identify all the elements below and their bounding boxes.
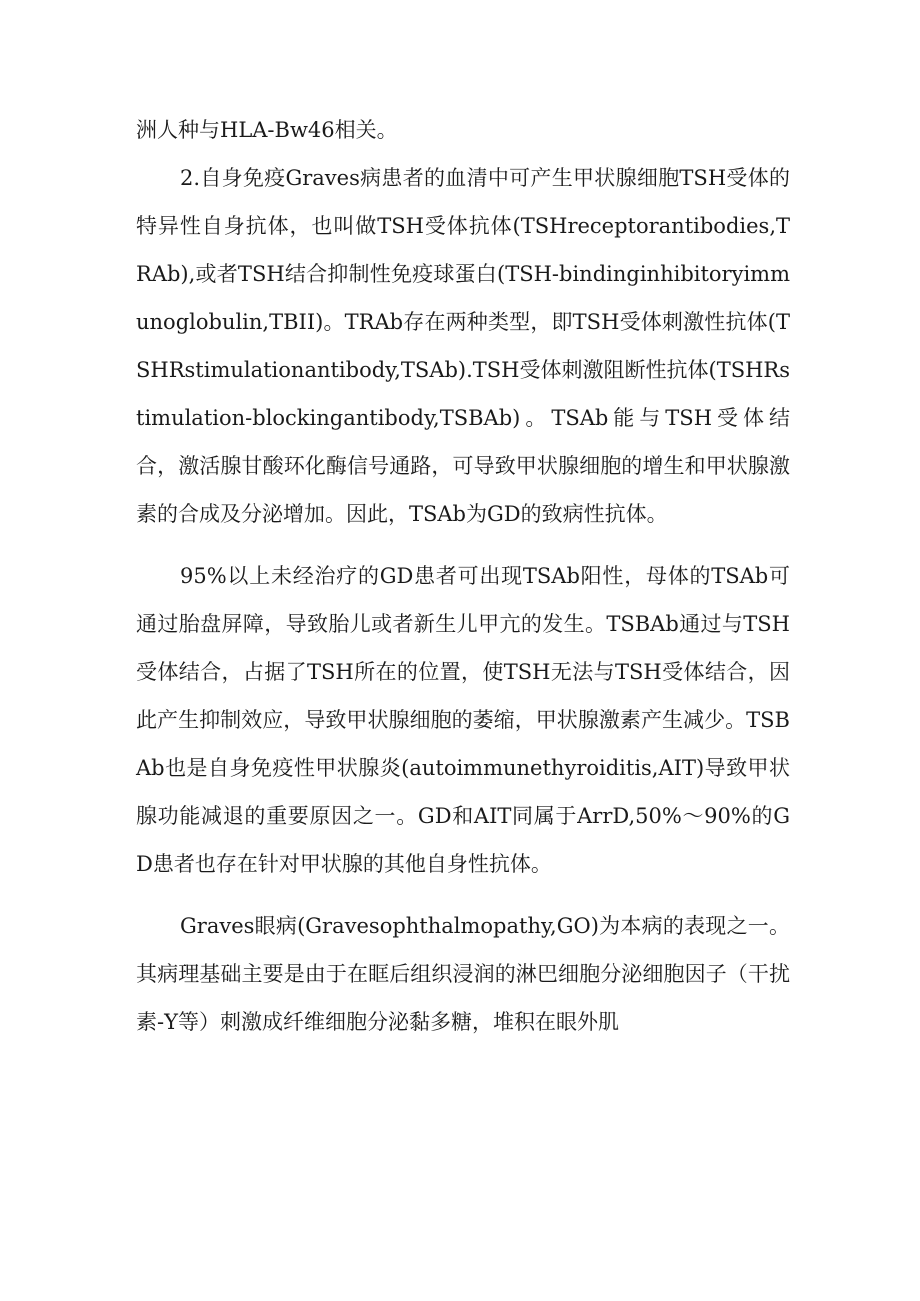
paragraph-continuation: 洲人种与HLA-Bw46相关。 bbox=[136, 118, 398, 142]
paragraph-gap bbox=[136, 538, 790, 552]
paragraph-graves-ophthalmopathy: Graves眼病(Gravesophthalmopathy,GO)为本病的表现之一。其病理基础主要是由于在眶后组织浸润的淋巴细胞分泌细胞因子（干扰素-Y等）刺激成纤维细胞分泌黏多糖，堆积在眼外肌 bbox=[136, 914, 790, 1034]
document-page bbox=[136, 106, 790, 1046]
paragraph-tsab-prevalence: 95%以上未经治疗的GD患者可出现TSAb阳性，母体的TSAb可通过胎盘屏障，导致胎儿或者新生儿甲亢的发生。TSBAb通过与TSH受体结合，占据了TSH所在的位置，使TSH无法与TSH受体结合，因此产生抑制效应，导致甲状腺细胞的萎缩，甲状腺激素产生减少。TSBAb也是自身免疫性甲状腺炎(autoimmunethyroiditis,AIT)导致甲状腺功能减退的重要原因之一。GD和AIT同属于ArrD,50%～90%的GD患者也存在针对甲状腺的其他自身性抗体。 bbox=[136, 564, 790, 876]
paragraph-autoimmune: 2.自身免疫Graves病患者的血清中可产生甲状腺细胞TSH受体的特异性自身抗体，也叫做TSH受体抗体(TSHreceptorantibodies,TRAb),或者TSH结合抑制性免疫球蛋白(TSH-bindinginhibitoryimmunoglobulin,TBII)。TRAb存在两种类型，即TSH受体刺激性抗体(TSHRstimulationantibody,TSAb).TSH受体刺激阻断性抗体(TSHRstimulation-blockingantibody,TSBAb)。TSAb能与TSH受体结合，激活腺甘酸环化酶信号通路，可导致甲状腺细胞的增生和甲状腺激素的合成及分泌增加。因此，TSAb为GD的致病性抗体。 bbox=[136, 166, 790, 526]
paragraph-gap bbox=[136, 888, 790, 902]
